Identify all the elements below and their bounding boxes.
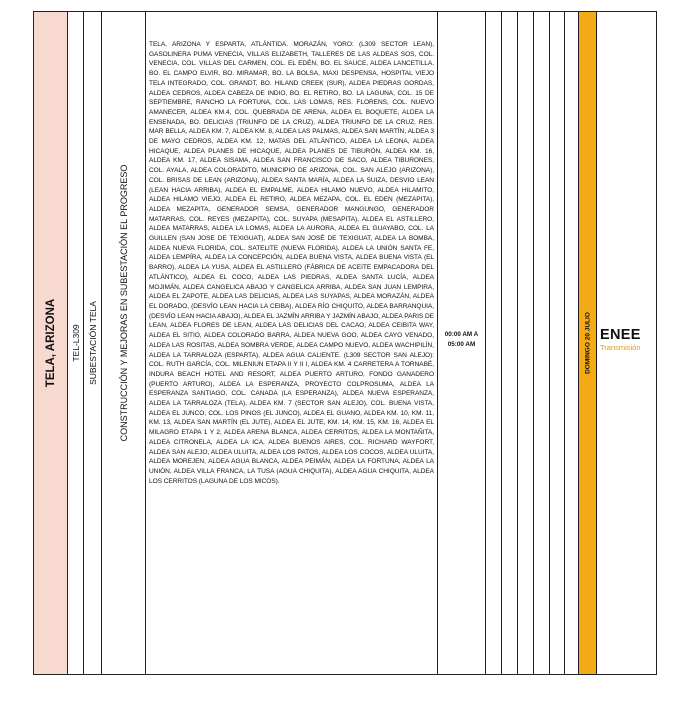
empty-cell [502, 12, 518, 674]
affected-areas-text: TELA, ARIZONA Y ESPARTA, ATLÁNTIDA. MORAZÁN, YORO: (L309 SECTOR LEAN), GASOLINERA PUMA VENECIA, VILLAS ELIZABETH, TALLERES DE LAS ALDEAS SOS, COL. VENECIA, COL. VILLAS DEL CARMEN, COL. EL EDÉN, BO. EL SAUCE, ALDEA LANCETILLA, BO. EL CAMPO ELVIR, BO. MIRAMAR, BO. LA BOLSA, MAXI DESPENSA, HOSPITAL VIEJO TELA INTEGRADO, COL. GRANDT, BO. HILAND CREEK (SUR), ALDEA PIEDRAS GORDAS, ALDEA CEDROS, ALDEA CABEZA DE INDIO, BO. EL RETIRO, BO. LA LAGUNA, COL. 15 DE SEPTIEMBRE, RANCHO LA FORTUNA, COL. LAS LOMAS, RES. FLORENS, COL. NUEVO AMANECER, ALDEA KM.4, COL. QUEBRADA DE ARENA, ALDEA EL BOQUETE, ALDEA LA ENSENADA, BO. DELICIAS (TRIUNFO DE LA CRUZ), ALDEA TRIUNFO DE LA CRUZ, RES. MAR BELLA, ALDEA KM. 7, ALDEA KM. 8, ALDEA LAS PALMAS, ALDEA SAN MARTÍN, ALDEA 3 DE MAYO CEDROS, ALDEA KM. 12, MATAS DEL ATLÁNTICO, ALDEA LA LEONA, ALDEA HICAQUE, ALDEA PLANES DE HICAQUE, ALDEA PLANES DE TIBURÓN, ALDEA KM. 16, ALDEA KM. 17, ALDEA SISAMA, ALDEA SAN FRANCISCO DE SACO, ALDEA TIBURONES, COL. AYALA, ALDEA COLORADITO, MUNICIPIO DE ARIZONA, COL. SAN ALEJO (ARIZONA), COL. BRISAS DE LEAN (ARIZONA), ALDEA SANTA MARÍA, ALDEA LA SUIZA, DESVIO LEAN (LEAN HACIA ARRIBA), ALDEA EL EMPALME, ALDEA HILAMO NUEVO, ALDEA HILAMITO, ALDEA HILAMO VIEJO, ALDEA EL RETIRO, ALDEA MEZAPA, COL. EL EDEN (MEZAPITA), ALDEA MEZAPITA, GENERADOR SEMSA, GENERADOR MANGUNGO, GENERADOR MATARRAS, COL. REYES (MEZAPITA), COL. SUYAPA (MESAPITA), ALDEA EL ASTILLERO, ALDEA MATARRAS, ALDEA LA LOMAS, ALDEA LA AURORA, ALDEA EL GUAYABO, COL. LA GUILLEN (SAN JOSE DE TEXIGUAT), ALDEA SAN JOSÉ DE TEXIGUAT, ALDEA LA BOMBA, ALDEA NUEVA FLORIDA, COL. SATELITE (NUEVA FLORIDA), ALDEA LA UNIÓN SANTA FE, ALDEA LEMPÍRA, ALDEA LA CONCEPCIÓN, ALDEA BUENA VISTA, ALDEA BUENA VISTA (EL BARRO), ALDEA LA YUSA, ALDEA EL ASTILLERO (FÁBRICA DE ACEITE EMPACADORA DEL ATLÁNTICO), ALDEA EL COCO, ALDEA LAS PIEDRAS, ALDEA SANTA LUCÍA, ALDEA MOJIMÁN, ALDEA CANGELICA ABAJO Y CANGELICA ARRIBA, ALDEA SAN JUAN LEMPIRA, ALDEA EL ZAPOTE, ALDEA LAS DELICIAS, ALDEA LAS SUYAPAS, ALDEA MORAZÁN, ALDEA EL DORADO, (DESVÍO LEAN HACIA LA CEIBA), ALDEA RÍO CHIQUITO, ALDEA BARRANQUIA, (DESVÍO LEAN HACIA ABAJO), ALDEA EL JAZMÍN ARRIBA Y JAZMÍN ABAJO, ALDEA PARIS DE LEAN, ALDEA FLORES DE LEAN, ALDEA LAS DELICIAS DEL CACAO, ALDEA CEIBITA WAY, ALDEA EL SITIO, ALDEA COLORADO BARRA, ALDEA NUEVA GOO, ALDEA CAYO VENADO, ALDEA LAS ROSITAS, ALDEA SOMBRA VERDE, ALDEA CAMPO NUEVO, ALDEA WACHIPILÍN, ALDEA LA TARRALOZA (ESPARTA), ALDEA AGUA CALIENTE. (L309 SECTOR SAN ALEJO): COL. RUTH GARCÍA, COL. MILENIUN ETAPA II Y II I, ALDEA KM. 4 CARRETERA A TORNABÉ, INDURA BEACH HOTEL AND RESORT, ALDEA PUERTO ARTURO, FONDO GANADERO (PUERTO ARTURO), ALDEA LA ESPERANZA, PROYECTO COLPROSUMA, ALDEA LA ESPERANZA SANTIAGO, COL. CANADA (LA ESPERANZA), ALDEA NUEVA ESPERANZA, ALDEA LA TARRALOZA (TELA), ALDEA KM. 7 (SECTOR SAN ALEJO), COL. BUENA VISTA, ALDEA EL JUNCO, COL. LOS PINOS (EL JUNCO), ALDEA EL GUANO, ALDEA KM. 10, KM. 11, KM. 13, ALDEA SAN MARTÍN (EL JUTE), ALDEA EL JUTE, KM. 14, KM. 15, KM. 16, ALDEA EL MILAGRO ETAPA 1 Y 2, ALDEA ARENA BLANCA, ALDEA CERRITOS, ALDEA LA MONTAÑITA, ALDEA CITRONELA, ALDEA LA ICA, ALDEA BUENOS AIRES, COL. RICHARD WAYFORT, ALDEA SAN ALEJO, ALDEA ULUITA, ALDEA LOS PATOS, ALDEA LOS COCOS, ALDEA ULUITA, ALDEA MOREJEN, ALDEA AGUA BLANCA, ALDEA PEIMÁN, ALDEA LA FORTUNA, ALDEA LA UNIÓN, ALDEA VILLA FRANCA, LA TUSA (AGUA CHIQUITA), ALDEA AGUA CHIQUITA, ALDEA LOS CERRITOS (LAGUNA DE LOS MICOS). [149, 41, 434, 485]
work-description: CONSTRUCCIÓN Y MEJORAS EN SUBESTACIÓN EL PROGRESO [118, 164, 129, 442]
substation-label: SUBESTACIÓN TELA [87, 301, 98, 385]
circuit-cell [68, 12, 84, 674]
empty-cell [534, 12, 550, 674]
enee-logo [600, 328, 641, 352]
day-label: DOMINGO 20 JULIO [584, 312, 591, 374]
empty-cell [486, 12, 502, 674]
day-cell [579, 12, 597, 674]
zone-label: TELA, ARIZONA [44, 298, 57, 388]
logo-cell [597, 12, 658, 674]
circuit-label: TEL-L309 [70, 324, 81, 362]
work-cell [102, 12, 146, 674]
empty-cell [550, 12, 565, 674]
zone-cell [34, 12, 68, 674]
schedule-text: 00:00 AM A 05:00 AM [444, 331, 479, 348]
logo-subtitle: Transmisión [600, 343, 641, 352]
empty-cell [565, 12, 579, 674]
logo-name: ENEE [600, 327, 641, 343]
empty-cell [518, 12, 534, 674]
affected-areas-cell [146, 12, 438, 674]
outage-table [33, 11, 657, 675]
substation-cell [84, 12, 102, 674]
schedule-cell [438, 12, 486, 674]
